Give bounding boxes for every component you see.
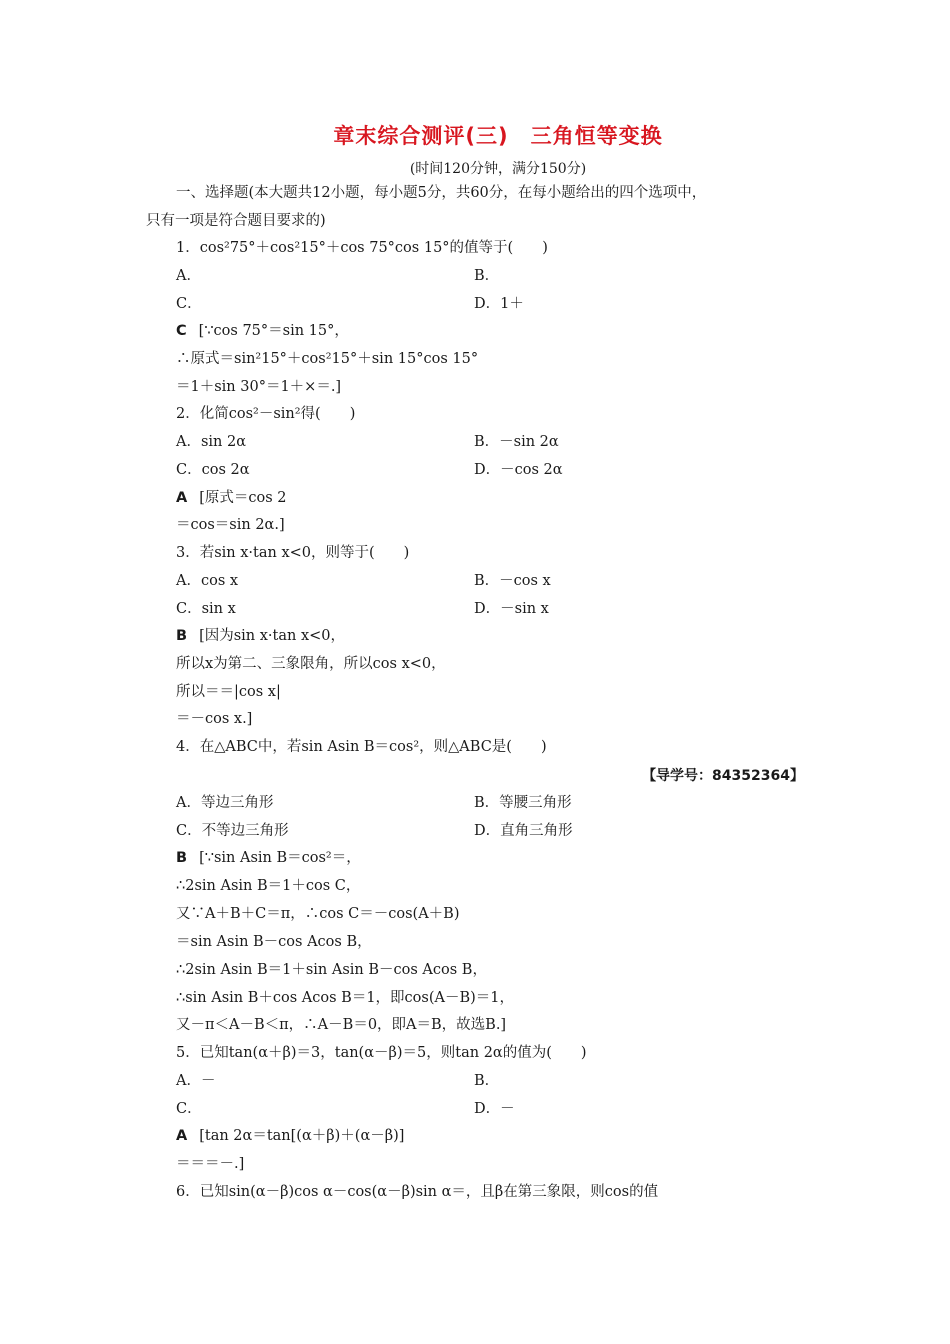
section-intro: 一、选择题(本大题共12小题，每小题5分，共60分，在每小题给出的四个选项中， (176, 185, 707, 201)
q3-solution-text: [因为sin x·tan x<0， (199, 628, 346, 644)
section-intro-cont: 只有一项是符合题目要求的) (146, 213, 326, 229)
q4-solution-line-3: 又∵A＋B＋C＝π，∴cos C＝－cos(A＋B) (176, 906, 460, 922)
q3-solution-line-2: 所以x为第二、三象限角，所以cos x<0， (176, 656, 446, 672)
q1-solution-text: [∵cos 75°＝sin 15°， (198, 323, 349, 339)
question-2-stem: 2．化简cos²－sin²得( ) (176, 406, 356, 422)
q3-solution-line-4: ＝－cos x.] (176, 711, 253, 727)
q5-solution-line-1 (176, 1126, 404, 1146)
q2-solution-line-1 (176, 488, 287, 508)
q4-option-a: A．等边三角形 (176, 795, 274, 811)
q4-solution-line-5: ∴2sin Asin B＝1＋sin Asin B－cos Acos B， (176, 962, 487, 978)
q4-solution-text: [∵sin Asin B＝cos²＝， (199, 850, 361, 866)
q3-option-b: B．－cos x (474, 573, 551, 589)
q2-answer: A (176, 490, 188, 506)
q5-answer: A (176, 1128, 188, 1144)
question-3-stem: 3．若sin x·tan x<0，则等于( ) (176, 545, 410, 561)
q4-solution-line-7: 又－π＜A－B＜π，∴A－B＝0，即A＝B，故选B.] (176, 1017, 507, 1033)
q1-answer: C (176, 323, 187, 339)
q1-solution-line-2: ∴原式＝sin²15°＋cos²15°＋sin 15°cos 15° (176, 351, 479, 367)
q2-option-b: B．－sin 2α (474, 434, 559, 450)
question-6-stem: 6．已知sin(α－β)cos α－cos(α－β)sin α＝，且β在第三象限，则cos的值 (176, 1184, 659, 1200)
q1-option-b: B． (474, 268, 500, 284)
q5-option-c: C． (176, 1101, 202, 1117)
q4-solution-line-4: ＝sin Asin B－cos Acos B， (176, 934, 372, 950)
q5-option-b: B． (474, 1073, 500, 1089)
q5-option-a: A．－ (176, 1073, 216, 1089)
q5-solution-line-2: ＝＝＝－.] (176, 1156, 245, 1172)
q4-solution-line-6: ∴sin Asin B＋cos Acos B＝1，即cos(A－B)＝1， (176, 990, 515, 1006)
q3-option-c: C．sin x (176, 601, 236, 617)
guide-number: 【导学号：84352364】 (642, 768, 804, 784)
q3-option-d: D．－sin x (474, 601, 549, 617)
q3-answer: B (176, 628, 188, 644)
q2-option-d: D．－cos 2α (474, 462, 563, 478)
q3-option-a: A．cos x (176, 573, 239, 589)
q4-solution-line-1 (176, 848, 361, 868)
q5-option-d: D．－ (474, 1101, 515, 1117)
q2-solution-text: [原式＝cos 2 (199, 490, 287, 506)
question-1-stem: 1．cos²75°＋cos²15°＋cos 75°cos 15°的值等于( ) (176, 240, 548, 256)
q4-option-b: B．等腰三角形 (474, 795, 572, 811)
q4-option-c: C．不等边三角形 (176, 823, 289, 839)
q1-option-a: A． (176, 268, 201, 284)
q5-solution-text: [tan 2α＝tan[(α＋β)＋(α－β)] (199, 1128, 405, 1144)
q3-solution-line-1 (176, 626, 345, 646)
q4-solution-line-2: ∴2sin Asin B＝1＋cos C， (176, 878, 361, 894)
q1-solution-line-3: ＝1＋sin 30°＝1＋×＝.] (176, 379, 342, 395)
q2-option-a: A．sin 2α (176, 434, 247, 450)
q2-solution-line-2: ＝cos＝sin 2α.] (176, 517, 285, 533)
q2-option-c: C．cos 2α (176, 462, 250, 478)
question-4-stem: 4．在△ABC中，若sin Asin B＝cos²，则△ABC是( ) (176, 739, 547, 755)
page-subtitle: (时间120分钟，满分150分) (409, 161, 587, 177)
q4-answer: B (176, 850, 188, 866)
q4-option-d: D．直角三角形 (474, 823, 573, 839)
q1-solution-line-1 (176, 321, 349, 341)
page-title: 章末综合测评(三) 三角恒等变换 (333, 124, 663, 148)
q1-option-c: C． (176, 296, 202, 312)
q1-option-d: D．1＋ (474, 296, 524, 312)
question-5-stem: 5．已知tan(α＋β)＝3，tan(α－β)＝5，则tan 2α的值为( ) (176, 1045, 587, 1061)
q3-solution-line-3: 所以＝＝|cos x| (176, 684, 281, 700)
